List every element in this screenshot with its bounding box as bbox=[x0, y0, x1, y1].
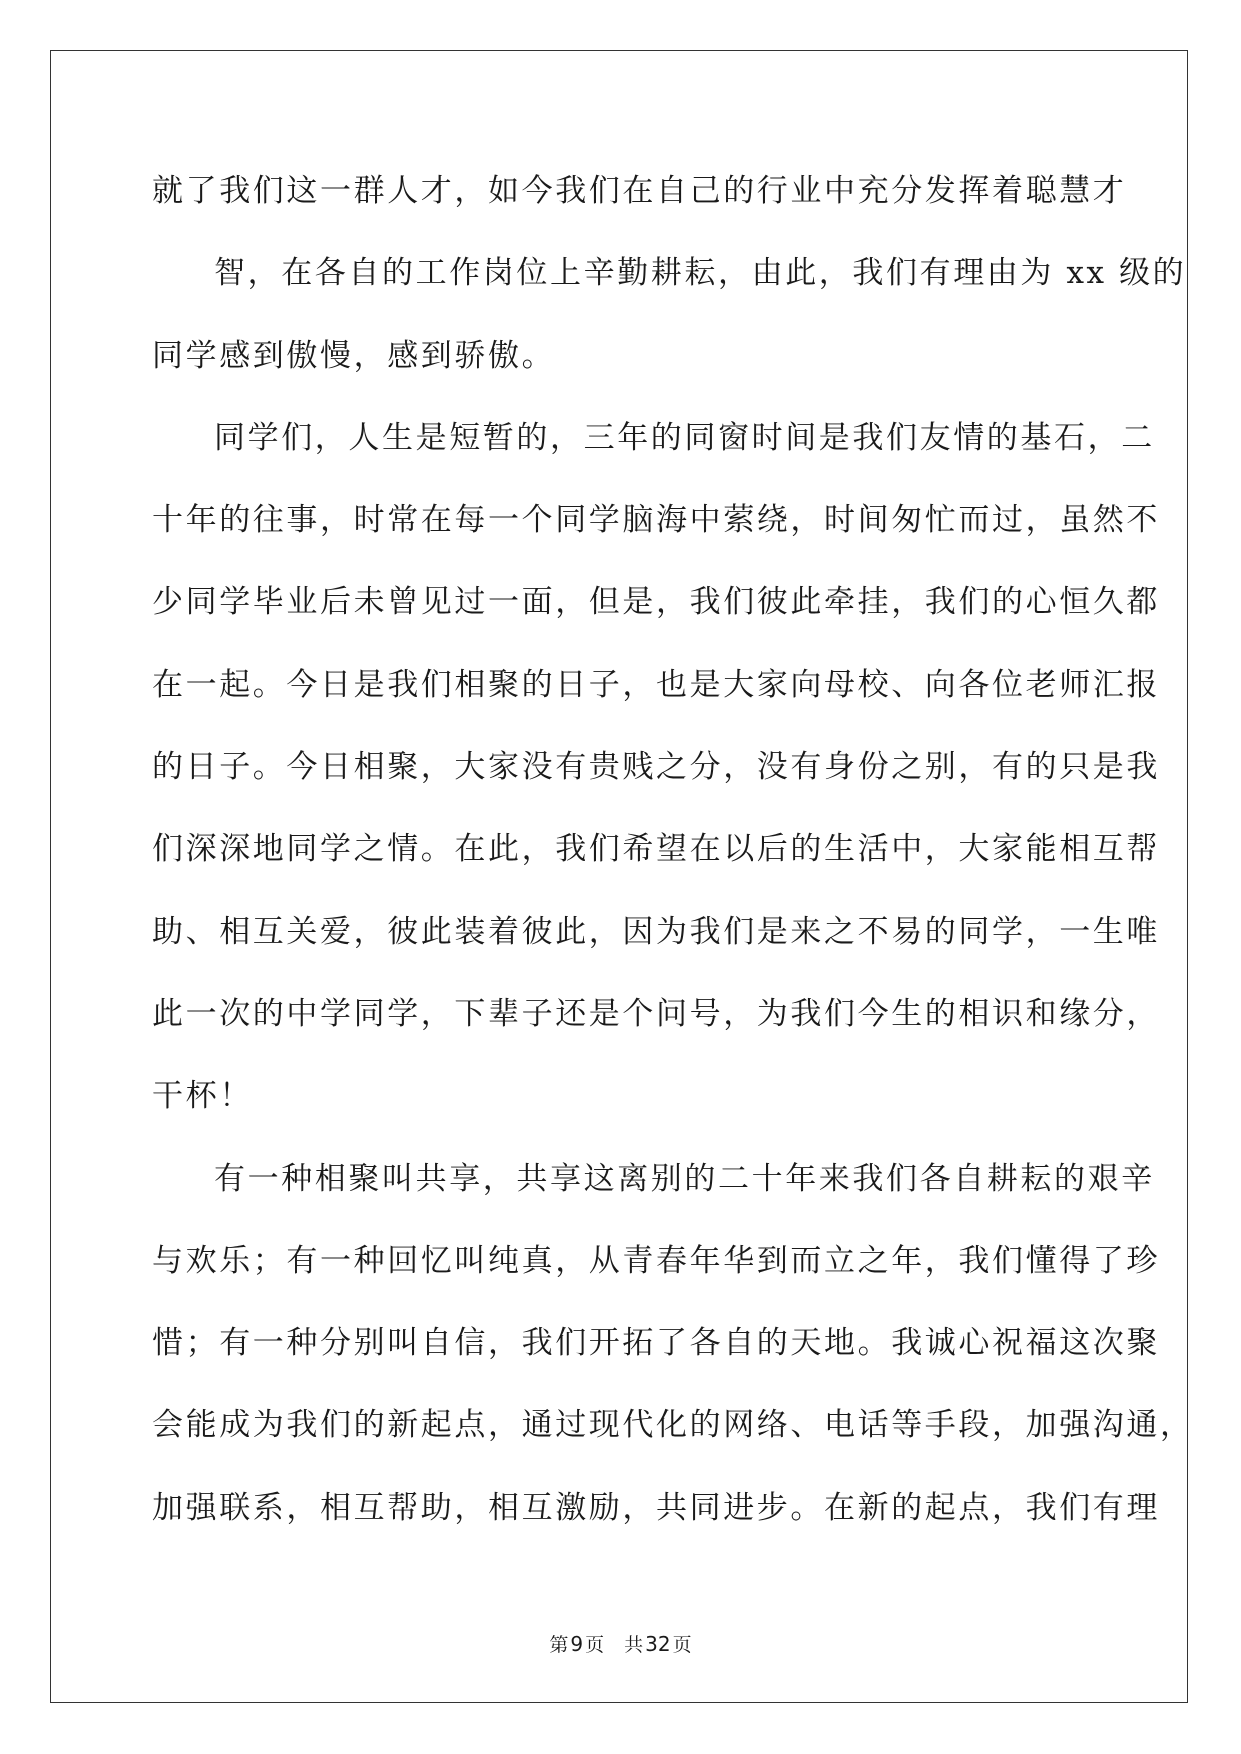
text-line: 有一种相聚叫共享，共享这离别的二十年来我们各自耕耘的艰辛 bbox=[214, 1160, 1155, 1197]
text-line: 同学们，人生是短暂的，三年的同窗时间是我们友情的基石，二 bbox=[214, 419, 1155, 456]
text-line: 会能成为我们的新起点，通过现代化的网络、电话等手段，加强沟通， bbox=[152, 1407, 1194, 1444]
text-line: 少同学毕业后未曾见过一面，但是，我们彼此牵挂，我们的心恒久都 bbox=[152, 584, 1160, 621]
text-line: 此一次的中学同学，下辈子还是个问号，为我们今生的相识和缘分， bbox=[152, 995, 1160, 1032]
text-line: 的日子。今日相聚，大家没有贵贱之分，没有身份之别，有的只是我 bbox=[152, 749, 1160, 786]
text-line: 同学感到傲慢，感到骄傲。 bbox=[152, 337, 556, 374]
total-prefix: 共 bbox=[624, 1634, 644, 1656]
text-line: 在一起。今日是我们相聚的日子，也是大家向母校、向各位老师汇报 bbox=[152, 666, 1160, 703]
text-line: 助、相互关爱，彼此装着彼此，因为我们是来之不易的同学，一生唯 bbox=[152, 913, 1160, 950]
total-suffix: 页 bbox=[672, 1634, 692, 1656]
page-suffix: 页 bbox=[585, 1634, 605, 1656]
page-prefix: 第 bbox=[549, 1634, 569, 1656]
text-line: 智，在各自的工作岗位上辛勤耕耘，由此，我们有理由为 xx 级的 bbox=[214, 255, 1187, 292]
text-line: 十年的往事，时常在每一个同学脑海中萦绕，时间匆忙而过，虽然不 bbox=[152, 502, 1160, 539]
text-line: 就了我们这一群人才，如今我们在自己的行业中充分发挥着聪慧才 bbox=[152, 173, 1127, 209]
text-line: 干杯！ bbox=[152, 1078, 253, 1115]
text-line: 加强联系，相互帮助，相互激励，共同进步。在新的起点，我们有理 bbox=[152, 1489, 1160, 1526]
document-body bbox=[152, 158, 1194, 1557]
total-pages: 32 bbox=[645, 1632, 671, 1656]
text-line: 们深深地同学之情。在此，我们希望在以后的生活中，大家能相互帮 bbox=[152, 831, 1160, 868]
page-footer bbox=[0, 1632, 1241, 1657]
page-number: 9 bbox=[570, 1632, 584, 1656]
text-line: 惜；有一种分别叫自信，我们开拓了各自的天地。我诚心祝福这次聚 bbox=[152, 1325, 1160, 1362]
text-line: 与欢乐；有一种回忆叫纯真，从青春年华到而立之年，我们懂得了珍 bbox=[152, 1242, 1160, 1279]
